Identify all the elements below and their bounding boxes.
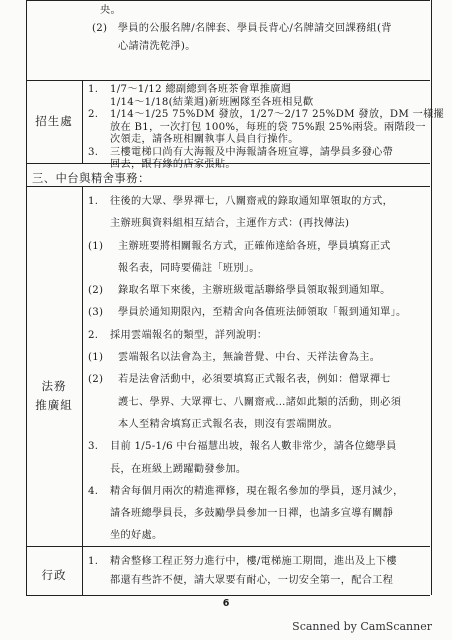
dharma-item: [88, 236, 424, 258]
section-three-title: 三、中台與精舍事務：: [32, 172, 150, 185]
admin-label: 行政: [41, 568, 67, 582]
item-text: 放在 B1，一次打包 100%，每班的袋 75%跟 25%兩袋。兩階段一: [110, 121, 426, 133]
item-number: 1.: [88, 196, 99, 207]
item-number: 1.: [88, 556, 99, 567]
item-text: 1/14～1/25 75%DM 發放，1/27～2/17 25%DM 發放，DM 一樣擺: [110, 109, 445, 120]
item-number: 3.: [88, 146, 99, 158]
dharma-item: [88, 481, 424, 503]
dharma-item: [88, 302, 424, 324]
dharma-content: [88, 191, 424, 548]
item-text: 次領走，請各班相關執事人員自行操作。: [110, 134, 299, 145]
item-text: 護七、學界、大眾禪七、八關齋戒…諸如此類的活動，則必須: [118, 396, 402, 408]
item-number: (1): [88, 240, 104, 252]
item-text: 精舍整修工程正努力進行中，樓/電梯施工期間，進出及上下樓: [110, 556, 397, 567]
dharma-label-line-2: 推廣組: [35, 398, 73, 412]
scanner-watermark: Scanned by CamScanner: [292, 620, 432, 633]
item-number: 4.: [88, 485, 99, 497]
column-divider-recruitment: [82, 80, 83, 163]
item-text: 回去，跟有緣的店家張貼。: [110, 159, 236, 170]
item-text: 目前 1/5-1/6 中台福慧出坡，報名人數非常少，請各位總學員: [110, 441, 397, 453]
item-text: 採用雲端報名的類型，詳列說明：: [110, 329, 268, 341]
recruitment-item: [88, 134, 424, 146]
item-text: 1/14～1/18(結業週)新班團隊至各班相見歡: [110, 96, 314, 108]
dharma-item: [88, 213, 424, 235]
item-number: (2): [88, 285, 104, 297]
dharma-item: [88, 191, 424, 213]
recruitment-item: [88, 109, 445, 121]
continuation-line-2: (2) 學員的公服名牌/名牌套、學員長背心/名牌請交回課務組(背: [92, 23, 392, 34]
dharma-item: [88, 347, 424, 369]
admin-item: [88, 571, 424, 590]
recruitment-item: [88, 122, 424, 134]
dharma-item: [88, 459, 424, 481]
dharma-item: [88, 392, 424, 414]
item-number: (3): [88, 307, 104, 319]
recruitment-item: [88, 147, 424, 159]
recruitment-label: 招生處: [35, 114, 73, 128]
item-text: 精舍每個月兩次的精進禪修，現在報名參加的學員，逐月減少，: [110, 485, 404, 497]
item-text: 主辦班要將相關報名方式，正確佈達給各班，學員填寫正式: [118, 240, 391, 252]
dharma-item: [88, 503, 424, 525]
item-text: 請各班總學員長，多鼓勵學員參加一日禪，也請多宣導有關靜: [110, 508, 394, 520]
top-continuation-section-cont: [92, 20, 424, 56]
dharma-item: [88, 414, 424, 436]
item-text: 若是法會活動中，必須要填寫正式報名表，例如：僧眾禪七: [118, 374, 391, 386]
item-number: 1.: [88, 84, 99, 95]
table-rule-recruitment-top: [26, 80, 430, 81]
admin-content: [88, 552, 424, 590]
continuation-line-3: 心請清洗乾淨)。: [118, 41, 196, 52]
dharma-item: [88, 280, 424, 302]
item-text: 三樓電梯口尚有大海報及中海報請各班宣導，請學員多發心帶: [110, 146, 394, 158]
item-text: 本人至精舍填寫正式報名表，則沒有雲端開放。: [118, 418, 339, 430]
item-text: 1/7～1/12 總副總到各班茶會單推廣週: [110, 84, 292, 95]
table-rule-dharma-top: [26, 186, 430, 187]
continuation-line-1: 央。: [100, 5, 121, 16]
item-text: 都還有些許不便，請大眾要有耐心，一切安全第一，配合工程: [110, 575, 394, 586]
dharma-item: [88, 369, 424, 391]
table-rule-top: [26, 0, 430, 1]
item-text: 坐的好處。: [110, 530, 163, 542]
dharma-item: [88, 258, 424, 280]
item-text: 雲端報名以法會為主，無論普覺、中台、天祥法會為主。: [118, 352, 381, 364]
recruitment-item: [88, 159, 424, 171]
item-number: 2.: [88, 329, 99, 341]
recruitment-item: [88, 97, 424, 109]
dharma-item: [88, 436, 424, 458]
item-text: 報名表，同時要備註「班別」。: [118, 262, 260, 274]
column-divider-dharma-admin: [82, 186, 83, 595]
item-number: 2.: [88, 109, 99, 120]
table-rule-bottom: [26, 595, 430, 596]
dharma-label-line-1: 法務: [41, 379, 67, 393]
item-text: 錄取名單下來後，主辦班級電話聯絡學員領取報到通知單。: [118, 285, 391, 297]
item-text: 往後的大眾、學界禪七，八關齋戒的錄取通知單領取的方式，: [110, 196, 394, 207]
item-number: 3.: [88, 441, 99, 453]
item-number: (2): [88, 374, 104, 386]
item-text: 學員於通知期限內，至精舍向各值班法師領取「報到通知單」。: [118, 307, 407, 319]
item-text: 長，在班級上踴躍勸發參加。: [110, 463, 247, 475]
item-text: 主辦班與資料組相互結合，主運作方式：(再找傳法): [110, 218, 350, 230]
recruitment-content: [88, 84, 445, 171]
recruitment-item: [88, 84, 424, 96]
dharma-item: [88, 525, 424, 547]
dharma-item: [88, 325, 424, 347]
top-continuation-section: [100, 2, 440, 20]
item-number: (1): [88, 352, 104, 364]
page-number: 6: [222, 598, 230, 609]
admin-item: [88, 552, 424, 571]
